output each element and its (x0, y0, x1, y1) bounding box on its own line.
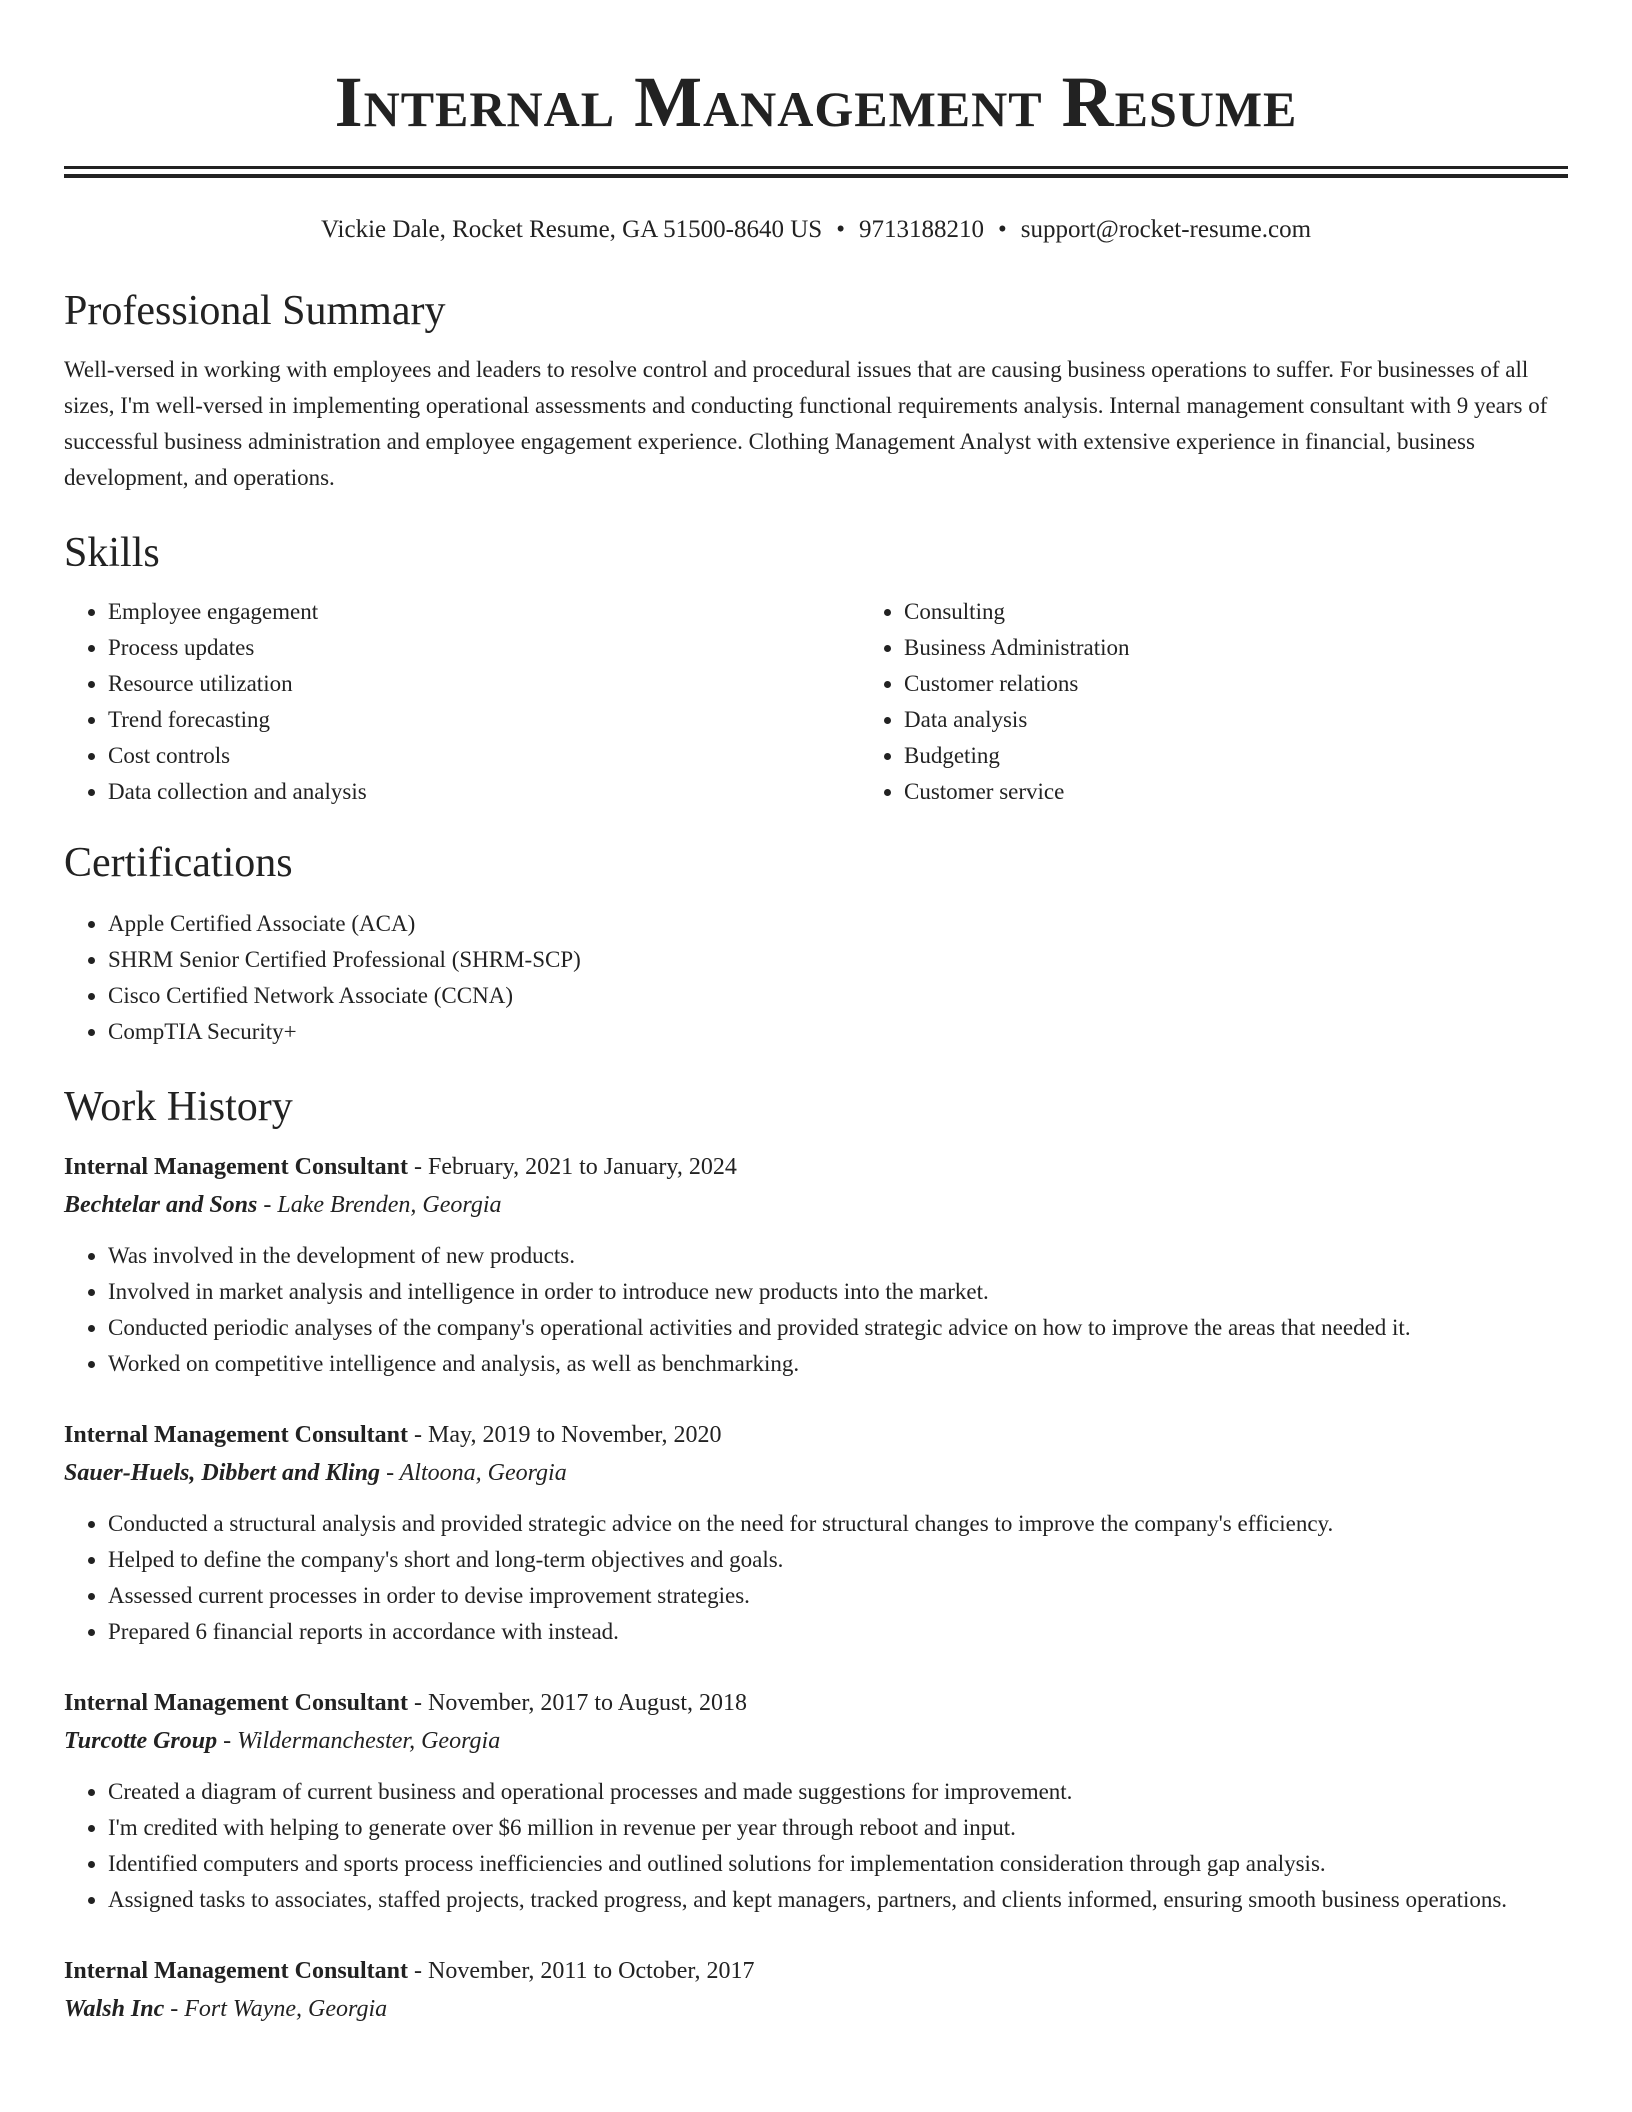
job-entry (64, 1148, 1568, 1382)
skill-item: • Customer relations (904, 666, 1632, 702)
contact-phone: 9713188210 (858, 216, 984, 243)
company-name: Sauer-Huels, Dibbert and Kling (64, 1460, 381, 1486)
job-bullet: • Conducted a structural analysis and provided strategic advice on the need for structural changes to improve the company's efficiency. (108, 1506, 1568, 1542)
company-location: - Fort Wayne, Georgia (164, 1996, 388, 2022)
company-location: - Wildermanchester, Georgia (217, 1728, 501, 1754)
job-entry (64, 1952, 1568, 2028)
summary-heading: Professional Summary (64, 288, 446, 334)
job-bullet: • Created a diagram of current business and operational processes and made suggestions for improvement. (108, 1774, 1568, 1810)
job-bullets (64, 1238, 1568, 1382)
job-bullet: • Helped to define the company's short and long-term objectives and goals. (108, 1542, 1568, 1578)
contact-separator: • (836, 216, 845, 243)
skill-item: • Employee engagement (108, 594, 860, 630)
skills-heading: Skills (64, 530, 160, 576)
contact-separator: • (997, 216, 1007, 243)
job-bullets (64, 1506, 1568, 1650)
job-entry (64, 1684, 1568, 1918)
job-bullet: • Identified computers and sports process inefficiencies and outlined solutions for implementation consideration through gap analysis. (108, 1846, 1568, 1882)
certifications-list (64, 906, 1568, 1050)
job-title: Internal Management Consultant (64, 1958, 409, 1984)
work-history-heading: Work History (64, 1084, 293, 1130)
job-title: Internal Management Consultant (64, 1422, 409, 1448)
skill-item: • Data analysis (904, 702, 1632, 738)
job-dates: - February, 2021 to January, 2024 (408, 1154, 737, 1180)
job-title-line (64, 1684, 1568, 1722)
job-bullets (64, 1774, 1568, 1918)
contact-email: support@rocket-resume.com (1020, 216, 1312, 243)
summary-text: Well-versed in working with employees and leaders to resolve control and procedural issues that are causing business operations to suffer. For businesses of all sizes, I'm well-versed in implementing operational assessments and conducting functional requirements analysis. Internal management consultant with 9 years of successful business administration and employee engagement experience. Clothing Management Analyst with extensive experience in financial, business development, and operations. (64, 357, 1548, 490)
company-name: Turcotte Group (64, 1728, 218, 1754)
certification-item: • Cisco Certified Network Associate (CCNA) (108, 978, 1568, 1014)
certification-item: • SHRM Senior Certified Professional (SHRM-SCP) (108, 942, 1568, 978)
skill-item: • Process updates (108, 630, 860, 666)
title-divider (64, 166, 1568, 178)
company-line (64, 1722, 1568, 1760)
skills-right-list (860, 594, 1632, 810)
skill-item: • Customer service (904, 774, 1632, 810)
job-bullet: • Involved in market analysis and intelligence in order to introduce new products into the market. (108, 1274, 1568, 1310)
skill-item: • Business Administration (904, 630, 1632, 666)
company-location: - Lake Brenden, Georgia (257, 1192, 502, 1218)
contact-line (64, 214, 1568, 246)
job-bullet: • Worked on competitive intelligence and analysis, as well as benchmarking. (108, 1346, 1568, 1382)
job-dates: - November, 2011 to October, 2017 (408, 1958, 755, 1984)
skill-item: • Cost controls (108, 738, 860, 774)
skill-item: • Resource utilization (108, 666, 860, 702)
job-bullet: • Assessed current processes in order to devise improvement strategies. (108, 1578, 1568, 1614)
skills-columns (64, 594, 1568, 810)
job-title-line (64, 1952, 1568, 1990)
contact-address: Vickie Dale, Rocket Resume, GA 51500-8640 US (320, 216, 823, 243)
company-line (64, 1990, 1568, 2028)
resume-title: Internal Management Resume (334, 62, 1298, 142)
company-name: Walsh Inc (64, 1996, 165, 2022)
company-line (64, 1186, 1568, 1224)
job-bullet: • Prepared 6 financial reports in accordance with instead. (108, 1614, 1568, 1650)
job-title-line (64, 1148, 1568, 1186)
skills-left-list (64, 594, 860, 810)
skill-item: • Data collection and analysis (108, 774, 860, 810)
job-dates: - May, 2019 to November, 2020 (408, 1422, 722, 1448)
company-location: - Altoona, Georgia (380, 1460, 567, 1486)
job-title: Internal Management Consultant (64, 1690, 409, 1716)
job-title-line (64, 1416, 1568, 1454)
company-name: Bechtelar and Sons (64, 1192, 258, 1218)
certification-item: • CompTIA Security+ (108, 1014, 1568, 1050)
job-bullet: • Was involved in the development of new products. (108, 1238, 1568, 1274)
job-bullet: • Conducted periodic analyses of the company's operational activities and provided strategic advice on how to improve the areas that needed it. (108, 1310, 1568, 1346)
job-bullet: • I'm credited with helping to generate over $6 million in revenue per year through reboot and input. (108, 1810, 1568, 1846)
company-line (64, 1454, 1568, 1492)
skill-item: • Budgeting (904, 738, 1632, 774)
job-entry (64, 1416, 1568, 1650)
job-bullet: • Assigned tasks to associates, staffed projects, tracked progress, and kept managers, partners, and clients informed, ensuring smooth business operations. (108, 1882, 1568, 1918)
job-title: Internal Management Consultant (64, 1154, 409, 1180)
skill-item: • Consulting (904, 594, 1632, 630)
job-dates: - November, 2017 to August, 2018 (408, 1690, 748, 1716)
certification-item: • Apple Certified Associate (ACA) (108, 906, 1568, 942)
certifications-heading: Certifications (64, 840, 293, 886)
skill-item: • Trend forecasting (108, 702, 860, 738)
